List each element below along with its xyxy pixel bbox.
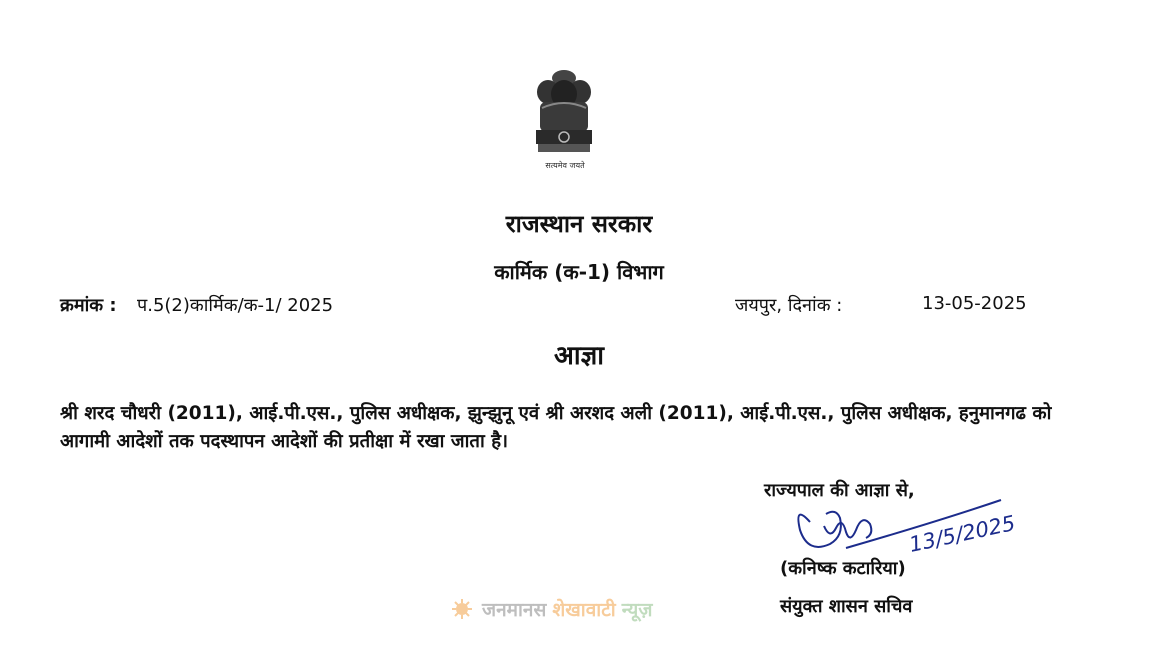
watermark-part2: शेखावाटी bbox=[552, 599, 616, 621]
watermark-part1: जनमानस bbox=[482, 599, 547, 621]
signer-name: (कनिष्क कटारिया) bbox=[780, 558, 906, 579]
department-title: कार्मिक (क-1) विभाग bbox=[494, 260, 664, 284]
signature bbox=[786, 492, 1036, 562]
government-title: राजस्थान सरकार bbox=[505, 210, 653, 238]
reference-number: प.5(2)कार्मिक/क-1/ 2025 bbox=[137, 295, 334, 316]
emblem-motto: सत्यमेव जयते bbox=[545, 161, 585, 170]
watermark-part3: न्यूज़ bbox=[621, 599, 653, 621]
date-label: जयपुर, दिनांक : bbox=[735, 295, 843, 316]
signer-designation: संयुक्त शासन सचिव bbox=[780, 596, 913, 617]
date-value: 13-05-2025 bbox=[922, 293, 1027, 314]
news-logo-icon bbox=[448, 597, 476, 621]
signature-date: 13/5/2025 bbox=[907, 511, 1018, 557]
ashoka-emblem-icon bbox=[528, 68, 600, 174]
authority-line: राज्यपाल की आज्ञा से, bbox=[764, 480, 915, 501]
reference-label: क्रमांक : bbox=[60, 295, 117, 316]
order-title: आज्ञा bbox=[554, 341, 604, 371]
watermark bbox=[448, 596, 652, 622]
order-body: श्री शरद चौधरी (2011), आई.पी.एस., पुलिस अधीक्षक, झुन्झुनू एवं श्री अरशद अली (2011), आई.पी.एस., पुलिस अधीक्षक, हनुमानगढ को आगामी आदेशों तक पदस्थापन आदेशों की प्रतीक्षा में रखा जाता है। bbox=[60, 403, 1052, 452]
